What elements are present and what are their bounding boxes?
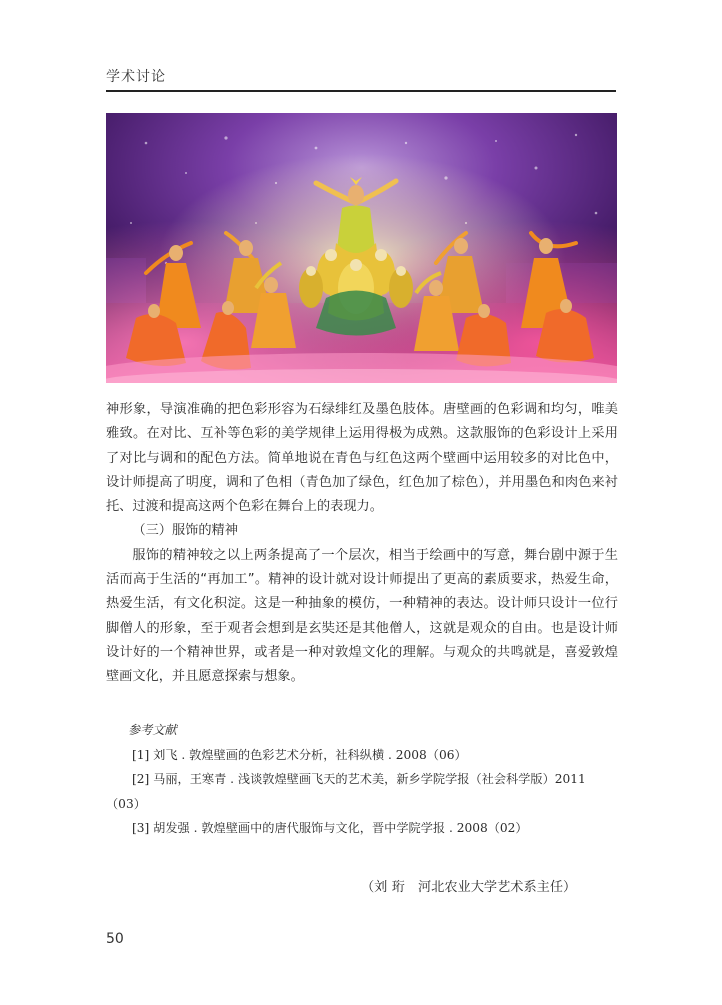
references-title: 参考文献 (128, 723, 177, 737)
author-attribution: （刘 珩 河北农业大学艺术系主任） (361, 880, 577, 895)
reference-item-2: [2] 马丽，王寒青 . 浅谈敦煌壁画飞天的艺术美，新乡学院学报（社会科学版）2011（03） (106, 772, 586, 811)
section-heading: （三）服饰的精神 (132, 523, 238, 539)
article-body (106, 398, 618, 690)
page-number: 50 (106, 931, 124, 947)
reference-item-3: [3] 胡发强 . 敦煌壁画中的唐代服饰与文化，晋中学院学报 . 2008（02） (132, 821, 528, 835)
body-paragraph-2: 服饰的精神较之以上两条提高了一个层次，相当于绘画中的写意，舞台剧中源于生活而高于生活的“再加工”。精神的设计就对设计师提出了更高的素质要求，热爱生命，热爱生活，有文化积淀。这是一种抽象的模仿，一种精神的表达。设计师只设计一位行脚僧人的形象，至于观者会想到是玄奘还是其他僧人，这就是观众的自由。也是设计师设计好的一个精神世界，或者是一种对敦煌文化的理解。与观众的共鸣就是，喜爱敦煌壁画文化，并且愿意探索与想象。 (106, 547, 618, 685)
references-section (106, 718, 618, 841)
dance-performance-photo (106, 113, 617, 383)
section-header-title: 学术讨论 (106, 69, 166, 85)
body-paragraph-1: 神形象，导演准确的把色彩形容为石绿绯红及墨色肢体。唐壁画的色彩调和均匀，唯美雅致。在对比、互补等色彩的美学规律上运用得极为成熟。这款服饰的色彩设计上采用了对比与调和的配色方法。简单地说在青色与红色这两个壁画中运用较多的对比色中，设计师提高了明度，调和了色相（青色加了绿色，红色加了棕色），并用墨色和肉色来衬托、过渡和提高这两个色彩在舞台上的表现力。 (106, 402, 618, 515)
reference-item-1: [1] 刘飞 . 敦煌壁画的色彩艺术分析，社科纵横 . 2008（06） (132, 747, 467, 762)
page-header (106, 66, 616, 92)
